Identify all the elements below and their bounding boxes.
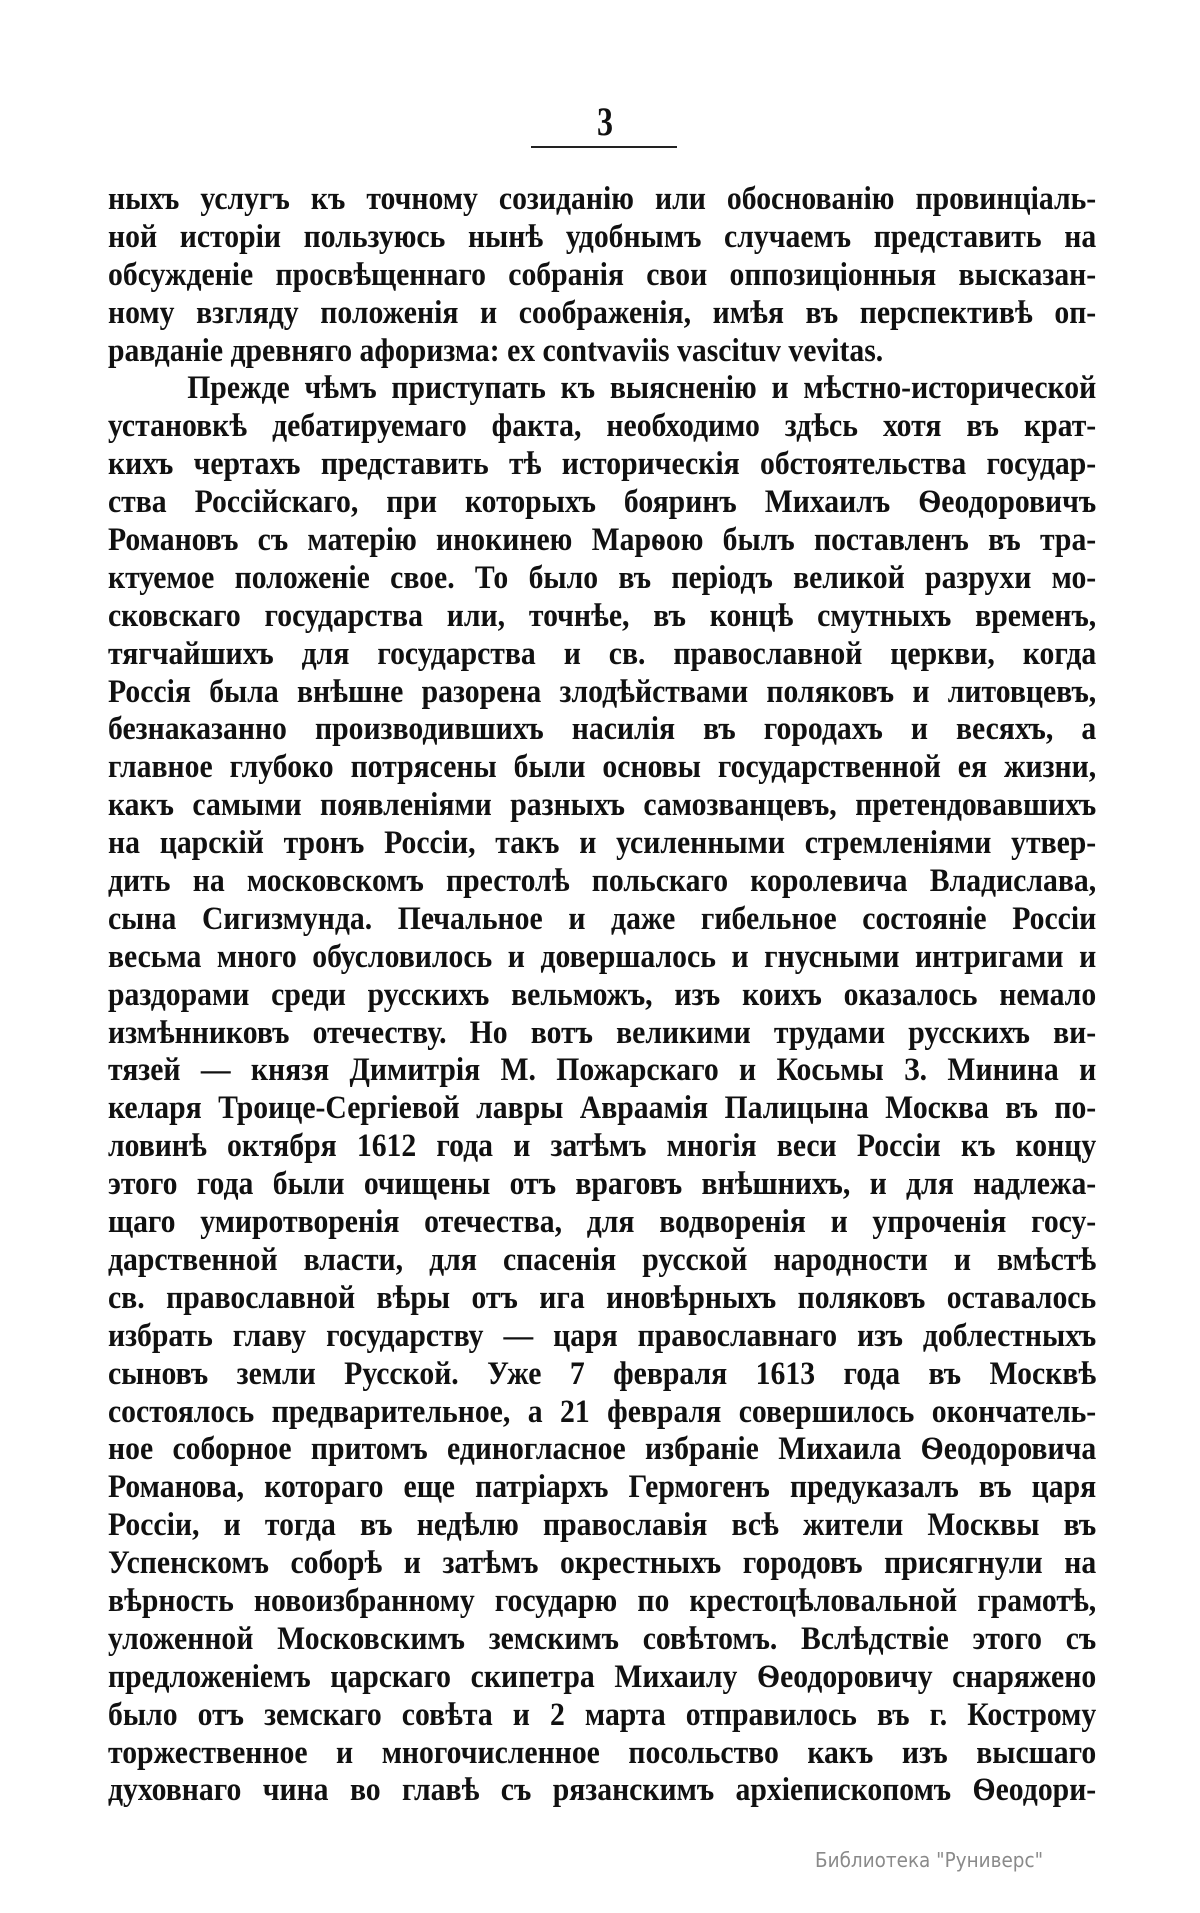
text-line: торжественное и многочисленное посольство какъ изъ высшаго: [108, 1734, 1097, 1771]
text-line: состоялось предварительное, а 21 февраля совершилось окончатель-: [108, 1393, 1097, 1430]
text-line: Успенскомъ соборѣ и затѣмъ окрестныхъ городовъ присягнули на: [108, 1545, 1097, 1582]
paragraph: [108, 181, 1096, 370]
text-line: главное глубоко потрясены были основы государственной ея жизни,: [108, 749, 1097, 786]
text-line: тязей — князя Димитрія М. Пожарскаго и Косьмы З. Минина и: [108, 1052, 1097, 1089]
text-line: Романовъ съ матерію инокинею Марѳою былъ поставленъ въ тра-: [108, 522, 1097, 559]
text-line: равданіе древняго афоризма: ex contvaviis vascituv vevitas.: [108, 332, 884, 369]
text-line: ства Россійскаго, при которыхъ бояринъ Михаилъ Ѳеодоровичъ: [108, 484, 1097, 521]
text-line: сына Сигизмунда. Печальное и даже гибельное состояніе Россіи: [108, 900, 1097, 937]
text-line: сковскаго государства или, точнѣе, въ концѣ смутныхъ временъ,: [108, 597, 1097, 634]
text-line: ктуемое положеніе свое. То было въ періодъ великой разрухи мо-: [108, 559, 1097, 596]
text-line: ной исторіи пользуюсь нынѣ удобнымъ случаемъ представить на: [108, 218, 1097, 255]
body-text: [108, 181, 1096, 1810]
page-number: 3: [597, 99, 613, 144]
text-line: этого года были очищены отъ враговъ внѣшнихъ, и для надлежа-: [108, 1166, 1097, 1203]
page-number-rule: [531, 146, 677, 148]
text-line: дарственной власти, для спасенія русской народности и вмѣстѣ: [108, 1241, 1097, 1278]
text-line: какъ самыми появленіями разныхъ самозванцевъ, претендовавшихъ: [108, 787, 1097, 824]
text-line: ныхъ услугъ къ точному созиданію или обоснованію провинціаль-: [108, 181, 1097, 217]
text-line: вѣрность новоизбранному государю по крестоцѣловальной грамотѣ,: [108, 1582, 1097, 1619]
text-line: Прежде чѣмъ приступать къ выясненію и мѣстно-исторической: [187, 370, 1097, 407]
text-line: предложеніемъ царскаго скипетра Михаилу Ѳеодоровичу снаряжено: [108, 1658, 1097, 1695]
text-line: безнаказанно производившихъ насилія въ городахъ и весяхъ, а: [108, 711, 1097, 748]
library-watermark: Библиотека "Руниверс": [815, 1848, 1044, 1872]
text-line: Романова, котораго еще патріархъ Гермогенъ предуказалъ въ царя: [108, 1469, 1097, 1506]
text-line: весьма много обусловилось и довершалось и гнусными интригами и: [108, 938, 1097, 975]
text-line: щаго умиротворенія отечества, для водворенія и упроченія госу-: [108, 1204, 1097, 1241]
text-line: духовнаго чина во главѣ съ рязанскимъ архіепископомъ Ѳеодори-: [108, 1772, 1097, 1809]
text-line: св. православной вѣры отъ ига иновѣрныхъ поляковъ оставалось: [108, 1279, 1097, 1316]
text-line: на царскій тронъ Россіи, такъ и усиленными стремленіями утвер-: [108, 825, 1097, 862]
text-line: обсужденіе просвѣщеннаго собранія свои оппозиціонныя высказан-: [108, 256, 1097, 293]
text-line: было отъ земскаго совѣта и 2 марта отправилось въ г. Кострому: [108, 1696, 1097, 1733]
text-line: кихъ чертахъ представить тѣ историческія обстоятельства государ-: [108, 446, 1097, 483]
text-line: келаря Троице-Сергіевой лавры Авраамія Палицына Москва въ по-: [108, 1090, 1097, 1127]
text-line: Россія была внѣшне разорена злодѣйствами поляковъ и литовцевъ,: [108, 673, 1097, 710]
text-line: установкѣ дебатируемаго факта, необходимо здѣсь хотя въ крат-: [108, 408, 1097, 445]
text-line: уложенной Московскимъ земскимъ совѣтомъ. Вслѣдствіе этого съ: [108, 1620, 1097, 1657]
text-line: измѣнниковъ отечеству. Но вотъ великими трудами русскихъ ви-: [108, 1014, 1097, 1051]
text-line: ному взгляду положенія и соображенія, имѣя въ перспективѣ оп-: [108, 294, 1097, 331]
text-line: избрать главу государству — царя православнаго изъ доблестныхъ: [108, 1317, 1097, 1354]
text-line: ное соборное притомъ единогласное избраніе Михаила Ѳеодоровича: [108, 1431, 1097, 1468]
text-line: раздорами среди русскихъ вельможъ, изъ коихъ оказалось немало: [108, 976, 1097, 1013]
text-line: Россіи, и тогда въ недѣлю православія всѣ жители Москвы въ: [108, 1507, 1097, 1544]
text-line: дить на московскомъ престолѣ польскаго королевича Владислава,: [108, 863, 1097, 900]
text-line: тягчайшихъ для государства и св. православной церкви, когда: [108, 635, 1097, 672]
paragraph: [108, 370, 1096, 1810]
text-line: сыновъ земли Русской. Уже 7 февраля 1613 года въ Москвѣ: [108, 1355, 1097, 1392]
text-line: ловинѣ октября 1612 года и затѣмъ многія веси Россіи къ концу: [108, 1128, 1097, 1165]
